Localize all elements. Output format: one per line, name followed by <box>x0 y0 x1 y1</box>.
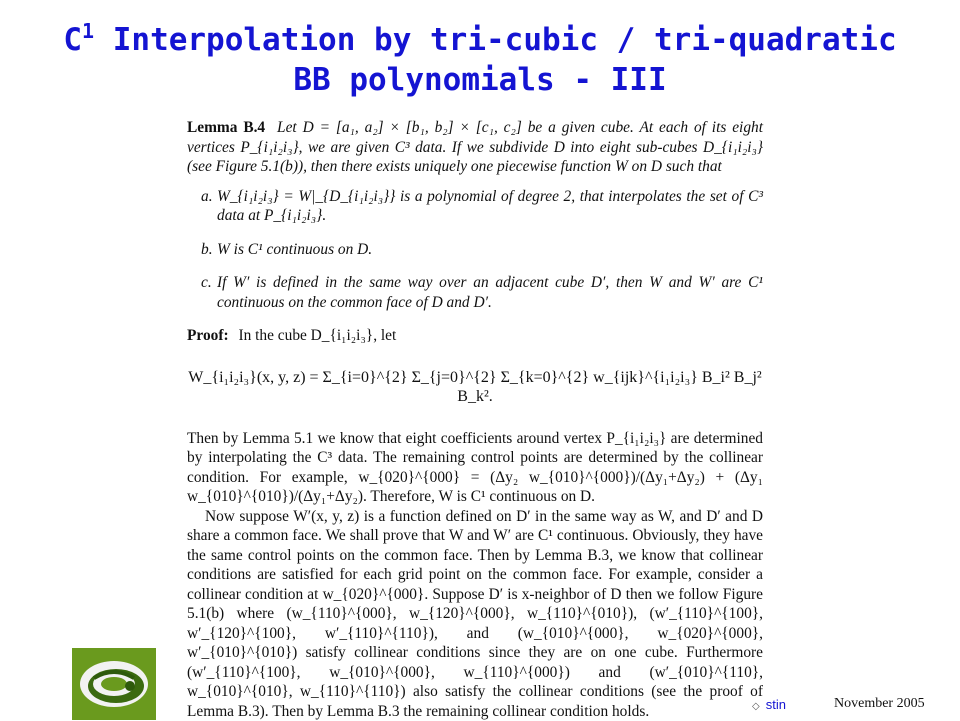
title-superscript: 1 <box>82 19 94 43</box>
lemma-label: Lemma B.4 <box>187 119 265 136</box>
proof-intro <box>187 326 763 346</box>
proof-label: Proof: <box>187 327 229 344</box>
lemma-text: Let D = [a₁, a₂] × [b₁, b₂] × [c₁, c₂] be a given cube. At each of its eight vertices P_{i₁i₂i₃}, we are given C³ data. If we subdivide D into eight sub-cubes D_{i₁i₂i₃} (see Figure 5.1(b)), then there exists uniquely one piecewise function W on D such that <box>187 119 763 175</box>
item-mark: a. <box>201 187 213 207</box>
proof-intro-text: In the cube D_{i₁i₂i₃}, let <box>238 327 396 344</box>
slide-title <box>0 20 960 100</box>
item-mark: c. <box>201 273 212 293</box>
proof-paragraph-2: Now suppose W′(x, y, z) is a function defined on D′ in the same way as W, and D′ and D share a common face. We shall prove that W and W′ are C¹ continuous. Obviously, they have the same control points on the common face. Then by Lemma B.3, we know that collinear conditions are satisfied for each grid point on the common face. For example, consider a collinear condition at w_{020}^{000}. Suppose D′ is x-neighbor of D then we follow Figure 5.1(b) where (w_{110}^{000}, w_{120}^{000}, w_{110}^{010}), (w′_{110}^{100}, w′_{120}^{100}, w′_{110}^{110}), and (w_{010}^{000}, w_{020}^{000}, w′_{010}^{010}) satisfy collinear conditions since they are on one cube. Furthermore (w′_{110}^{100}, w_{010}^{000}, w_{110}^{000}) and (w′_{010}^{110}, w_{010}^{010}, w_{110}^{110}) also satisfy the collinear conditions (see the proof of Lemma B.3). Then by Lemma B.3 the remaining collinear condition holds. <box>187 507 763 721</box>
title-line-2: BB polynomials - III <box>0 60 960 100</box>
item-text: W_{i₁i₂i₃} = W|_{D_{i₁i₂i₃}} is a polynomial of degree 2, that interpolates the set of C³ data at P_{i₁i₂i₃}. <box>217 188 763 225</box>
title-prefix: C <box>63 22 82 58</box>
diamond-bullet-icon: ◇ <box>752 701 760 712</box>
lemma-item-c <box>187 273 763 312</box>
proof-paragraph-1: Then by Lemma 5.1 we know that eight coefficients around vertex P_{i₁i₂i₃} are determined by interpolating the C³ data. The remaining control points are determined by the collinear condition. For example, w_{020}^{000} = (Δy₂ w_{010}^{000})/(Δy₁+Δy₂) + (Δy₁ w_{010}^{010})/(Δy₁+Δy₂). Therefore, W is C¹ continuous on D. <box>187 429 763 507</box>
title-line1-text: Interpolation by tri-cubic / tri-quadratic <box>94 22 897 58</box>
footer-stin-text: stin <box>766 697 786 712</box>
item-text: W is C¹ continuous on D. <box>217 241 372 258</box>
institution-logo <box>72 648 156 720</box>
item-mark: b. <box>201 240 213 260</box>
interpolant-equation: W_{i₁i₂i₃}(x, y, z) = Σ_{i=0}^{2} Σ_{j=0}^{2} Σ_{k=0}^{2} w_{ijk}^{i₁i₂i₃} B_i² B_j² B_k². <box>187 368 763 407</box>
logo-icon <box>72 648 156 720</box>
footer-date: November 2005 <box>834 696 925 712</box>
lemma-item-a <box>187 187 763 226</box>
item-text: If W′ is defined in the same way over an adjacent cube D′, then W and W′ are C¹ continuous on the common face of D and D′. <box>217 274 763 311</box>
title-line-1 <box>0 20 960 60</box>
footer-label <box>752 697 786 712</box>
lemma-item-list <box>187 187 763 313</box>
lemma-item-b <box>187 240 763 260</box>
lemma-statement <box>187 118 763 177</box>
document-excerpt <box>187 118 763 721</box>
